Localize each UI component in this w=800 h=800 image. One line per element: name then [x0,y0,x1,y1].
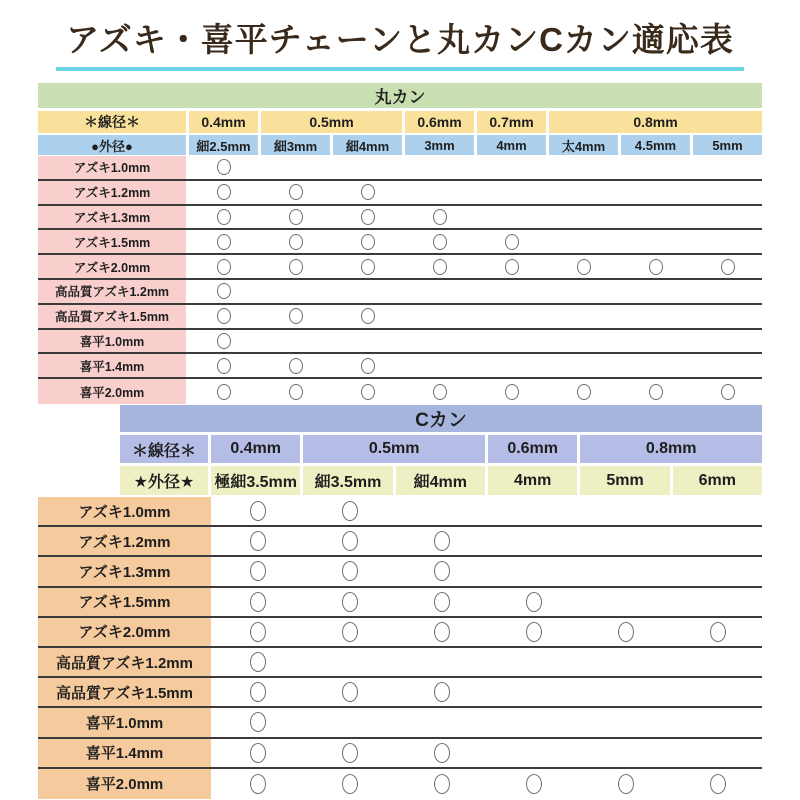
compat-cell [189,255,258,278]
compat-cell [549,305,618,328]
compat-cell [621,156,690,179]
compat-cell [405,255,474,278]
compat-circle-mark [710,622,726,642]
chain-row [38,280,762,305]
chain-label: アズキ1.5mm [38,230,186,253]
compat-cell [333,330,402,353]
wire-diameter-cell: 0.7mm [477,111,546,133]
chain-row [38,769,762,799]
compat-circle-mark [577,384,591,400]
compat-cell [261,280,330,303]
compat-cell [333,255,402,278]
compat-cell [549,156,618,179]
chain-label: 高品質アズキ1.2mm [38,648,211,676]
compat-cell [214,497,303,525]
compat-cell [189,181,258,204]
compat-cell [621,330,690,353]
page-title [0,14,800,71]
chain-label: 喜平1.0mm [38,708,211,736]
compat-cell [490,739,579,767]
compat-circle-mark [649,384,663,400]
compat-cell [214,618,303,646]
compat-cell [673,739,762,767]
compat-cell [693,255,762,278]
compat-circle-mark [250,592,266,612]
compat-cell [490,497,579,525]
chain-row [38,156,762,181]
compat-circle-mark [505,259,519,275]
compat-cell [398,618,487,646]
compat-cell [490,527,579,555]
compat-cell [621,206,690,229]
compat-cell [261,230,330,253]
compat-cell [405,305,474,328]
compat-circle-mark [250,501,266,521]
chain-row [38,557,762,587]
compat-cell [693,181,762,204]
chain-label: 喜平1.0mm [38,330,186,353]
compat-cell [621,354,690,377]
compat-cell [398,527,487,555]
compat-cell [490,588,579,616]
compat-cell [306,739,395,767]
marukan-table-title: 丸カン [38,83,762,108]
compat-cell [306,557,395,585]
chain-row [38,618,762,648]
wire-diameter-cell: 0.8mm [549,111,762,133]
compat-circle-mark [721,384,735,400]
compat-circle-mark [217,259,231,275]
outer-diameter-cell: 6mm [673,466,762,495]
chain-row [38,354,762,379]
compat-circle-mark [505,234,519,250]
compat-cell [189,305,258,328]
compat-cell [261,354,330,377]
compat-cell [189,230,258,253]
compat-cell [306,618,395,646]
compat-cell [549,280,618,303]
compat-cell [306,588,395,616]
compat-cell [693,156,762,179]
compat-circle-mark [289,308,303,324]
compat-cell [261,330,330,353]
compat-circle-mark [649,259,663,275]
compat-circle-mark [433,209,447,225]
compat-cell [549,255,618,278]
outer-diameter-cell: 細3mm [261,135,330,155]
compat-cell [405,206,474,229]
compat-circle-mark [342,501,358,521]
compat-circle-mark [217,159,231,175]
compat-cell [261,181,330,204]
chain-label: アズキ1.3mm [38,557,211,585]
compat-circle-mark [217,184,231,200]
chain-row [38,497,762,527]
compat-cell [549,206,618,229]
compat-circle-mark [710,774,726,794]
compat-cell [261,156,330,179]
outer-diameter-cell: 5mm [580,466,669,495]
compat-cell [398,497,487,525]
compat-circle-mark [250,774,266,794]
compat-cell [333,305,402,328]
chain-label: 喜平1.4mm [38,354,186,377]
chain-row [38,739,762,769]
compat-cell [581,708,670,736]
compat-cell [405,181,474,204]
ckan-table-title: Cカン [120,405,762,432]
compat-circle-mark [361,308,375,324]
compat-cell [398,588,487,616]
compat-cell [189,379,258,404]
compat-cell [581,588,670,616]
chain-label: アズキ1.0mm [38,156,186,179]
compat-cell [214,588,303,616]
compat-cell [673,527,762,555]
page-title-text: アズキ・喜平チェーンと丸カンCカン適応表 [56,14,744,71]
chain-label: アズキ2.0mm [38,255,186,278]
compat-cell [581,618,670,646]
compat-cell [673,769,762,799]
wire-diameter-cell: 0.4mm [211,435,300,463]
compat-cell [693,206,762,229]
outer-diameter-cell: 3mm [405,135,474,155]
compat-circle-mark [250,743,266,763]
chain-row [38,255,762,280]
compat-circle-mark [250,712,266,732]
compat-circle-mark [526,774,542,794]
outer-diameter-cell: 細4mm [396,466,485,495]
ckan-outer-diameter-row [120,466,762,495]
chain-row [38,678,762,708]
chain-row [38,648,762,678]
compat-cell [306,527,395,555]
wire-diameter-label: ＊線径＊ [120,435,208,463]
compat-circle-mark [433,384,447,400]
chain-label: 高品質アズキ1.5mm [38,305,186,328]
chain-label: アズキ1.5mm [38,588,211,616]
compat-cell [189,354,258,377]
chain-label: 喜平2.0mm [38,769,211,799]
compat-circle-mark [289,234,303,250]
compat-circle-mark [434,774,450,794]
compat-circle-mark [217,308,231,324]
chain-label: アズキ2.0mm [38,618,211,646]
chain-label: アズキ1.3mm [38,206,186,229]
chain-label: 高品質アズキ1.5mm [38,678,211,706]
wire-diameter-cell: 0.5mm [303,435,485,463]
compat-circle-mark [721,259,735,275]
compat-circle-mark [289,209,303,225]
wire-diameter-cell: 0.8mm [580,435,762,463]
ckan-wire-diameter-row [120,435,762,463]
wire-diameter-label: ＊線径＊ [38,111,186,133]
compat-cell [214,708,303,736]
outer-diameter-cell: 4.5mm [621,135,690,155]
compat-cell [261,206,330,229]
compat-cell [693,354,762,377]
chain-row [38,588,762,618]
compat-cell [333,230,402,253]
compat-cell [261,379,330,404]
compat-circle-mark [217,384,231,400]
chain-row [38,527,762,557]
compat-circle-mark [289,384,303,400]
compat-circle-mark [434,531,450,551]
compat-circle-mark [434,622,450,642]
compat-cell [673,497,762,525]
compat-cell [477,330,546,353]
compat-circle-mark [434,743,450,763]
compat-circle-mark [526,622,542,642]
outer-diameter-cell: 4mm [477,135,546,155]
compat-circle-mark [217,333,231,349]
compat-cell [189,280,258,303]
compat-cell [398,708,487,736]
compat-cell [549,181,618,204]
compat-circle-mark [250,561,266,581]
chain-row [38,330,762,355]
compat-circle-mark [361,209,375,225]
compat-cell [581,648,670,676]
compat-circle-mark [217,358,231,374]
compat-cell [490,769,579,799]
outer-diameter-label: ★外径★ [120,466,208,495]
compat-cell [693,230,762,253]
compat-cell [398,769,487,799]
compat-cell [477,280,546,303]
compat-circle-mark [361,184,375,200]
compat-cell [477,181,546,204]
chain-row [38,305,762,330]
compat-cell [693,330,762,353]
compat-cell [621,230,690,253]
compat-cell [189,330,258,353]
compat-circle-mark [342,743,358,763]
compat-circle-mark [342,622,358,642]
compat-cell [477,230,546,253]
compat-cell [621,379,690,404]
wire-diameter-cell: 0.5mm [261,111,402,133]
outer-diameter-cell: 極細3.5mm [211,466,300,495]
marukan-table-body [38,156,762,404]
compat-circle-mark [289,184,303,200]
compat-circle-mark [434,682,450,702]
compat-circle-mark [618,774,634,794]
compat-cell [673,648,762,676]
chain-row [38,230,762,255]
outer-diameter-cell: 5mm [693,135,762,155]
compat-cell [306,497,395,525]
chain-label: アズキ1.0mm [38,497,211,525]
compat-cell [333,354,402,377]
compat-circle-mark [526,592,542,612]
compat-circle-mark [217,283,231,299]
compat-cell [333,379,402,404]
compat-circle-mark [361,234,375,250]
compat-cell [398,648,487,676]
compat-circle-mark [217,234,231,250]
compat-circle-mark [505,384,519,400]
compat-cell [549,330,618,353]
compat-circle-mark [250,682,266,702]
compat-cell [693,305,762,328]
chain-label: 喜平2.0mm [38,379,186,404]
compat-circle-mark [433,234,447,250]
compat-cell [581,527,670,555]
compat-cell [398,678,487,706]
compat-cell [490,618,579,646]
compat-cell [673,708,762,736]
ckan-table-header [120,405,762,495]
compat-cell [477,255,546,278]
outer-diameter-cell: 4mm [488,466,577,495]
compat-circle-mark [577,259,591,275]
compat-circle-mark [217,209,231,225]
compat-cell [214,678,303,706]
compat-cell [189,206,258,229]
compat-cell [214,648,303,676]
compat-cell [306,769,395,799]
compat-cell [477,305,546,328]
compat-cell [581,497,670,525]
marukan-wire-diameter-row [38,111,762,133]
chain-label: アズキ1.2mm [38,181,186,204]
compat-cell [398,557,487,585]
compat-cell [261,305,330,328]
compat-cell [333,181,402,204]
compat-circle-mark [434,561,450,581]
compat-cell [477,354,546,377]
compat-cell [405,379,474,404]
outer-diameter-cell: 細4mm [333,135,402,155]
wire-diameter-cell: 0.6mm [405,111,474,133]
compat-circle-mark [361,384,375,400]
compat-cell [306,708,395,736]
compat-cell [477,379,546,404]
compat-cell [333,206,402,229]
chain-label: 喜平1.4mm [38,739,211,767]
compat-cell [621,280,690,303]
compat-cell [333,156,402,179]
compat-cell [673,678,762,706]
compat-circle-mark [250,531,266,551]
compat-cell [581,678,670,706]
marukan-table [38,83,762,404]
compat-cell [405,156,474,179]
compat-circle-mark [250,622,266,642]
outer-diameter-cell: 細2.5mm [189,135,258,155]
compat-cell [333,280,402,303]
compat-cell [581,769,670,799]
compat-cell [581,739,670,767]
compat-cell [189,156,258,179]
compat-cell [621,255,690,278]
compat-cell [581,557,670,585]
compat-circle-mark [289,259,303,275]
compat-cell [490,557,579,585]
compat-cell [214,557,303,585]
compat-cell [621,305,690,328]
compat-cell [214,527,303,555]
compat-cell [405,280,474,303]
marukan-outer-diameter-row [38,135,762,155]
wire-diameter-cell: 0.4mm [189,111,258,133]
chain-row [38,181,762,206]
compat-cell [477,206,546,229]
compat-cell [673,588,762,616]
chain-label: 高品質アズキ1.2mm [38,280,186,303]
compat-cell [490,708,579,736]
compat-cell [693,379,762,404]
compat-cell [621,181,690,204]
compat-circle-mark [250,652,266,672]
ckan-table-body [38,497,762,799]
compat-circle-mark [618,622,634,642]
compat-cell [693,280,762,303]
compat-cell [549,354,618,377]
compat-circle-mark [342,774,358,794]
chain-label: アズキ1.2mm [38,527,211,555]
compat-cell [405,230,474,253]
compat-cell [398,739,487,767]
compat-circle-mark [289,358,303,374]
compat-cell [490,648,579,676]
compat-cell [549,379,618,404]
chain-row [38,379,762,404]
compat-cell [673,618,762,646]
compat-circle-mark [433,259,447,275]
compat-cell [214,769,303,799]
compat-cell [261,255,330,278]
chain-row [38,708,762,738]
outer-diameter-cell: 細3.5mm [303,466,392,495]
compat-circle-mark [342,592,358,612]
compat-circle-mark [342,531,358,551]
chain-row [38,206,762,231]
compat-circle-mark [434,592,450,612]
compat-cell [673,557,762,585]
compat-circle-mark [342,682,358,702]
compat-cell [306,648,395,676]
outer-diameter-label: ●外径● [38,135,186,155]
compat-cell [405,330,474,353]
compat-circle-mark [342,561,358,581]
compat-circle-mark [361,259,375,275]
outer-diameter-cell: 太4mm [549,135,618,155]
compat-cell [214,739,303,767]
compat-cell [477,156,546,179]
compat-cell [490,678,579,706]
compat-cell [306,678,395,706]
compat-circle-mark [361,358,375,374]
compat-cell [549,230,618,253]
compat-cell [405,354,474,377]
wire-diameter-cell: 0.6mm [488,435,577,463]
